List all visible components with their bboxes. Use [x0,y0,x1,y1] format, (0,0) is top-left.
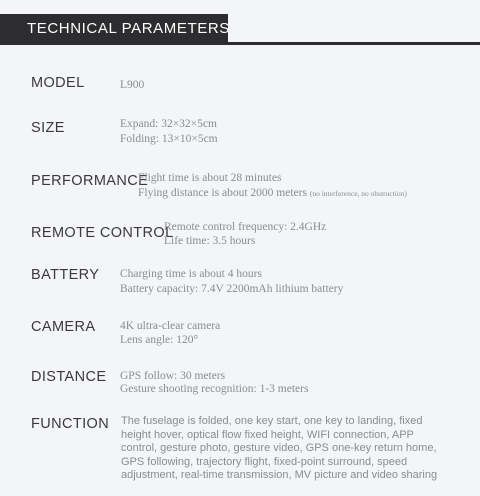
header-divider [0,42,480,45]
param-value-rc-life-time: Life time: 3.5 hours [164,235,256,247]
param-note-flying-distance: (no interference, no obstruction) [309,189,407,198]
param-label-battery: BATTERY [31,267,100,283]
param-value-model: L900 [120,79,145,91]
param-value-size-expand: Expand: 32×32×5cm [120,118,217,130]
param-value-gesture-recognition: Gesture shooting recognition: 1-3 meters [120,383,309,395]
param-label-size: SIZE [31,120,65,136]
param-value-battery-capacity: Battery capacity: 7.4V 2200mAh lithium battery [120,283,344,295]
param-value-flying-distance-row [138,185,407,202]
param-value-size-folding: Folding: 13×10×5cm [120,133,218,145]
param-value-lens-angle: Lens angle: 120° [120,334,199,346]
section-title: TECHNICAL PARAMETERS [27,20,230,37]
section-header [0,14,480,44]
param-label-model: MODEL [31,75,85,91]
param-value-flying-distance: Flying distance is about 2000 meters [138,187,307,199]
param-label-performance: PERFORMANCE [31,173,149,189]
param-value-charging-time: Charging time is about 4 hours [120,268,262,280]
param-value-camera-resolution: 4K ultra-clear camera [120,320,221,332]
param-value-function: The fuselage is folded, one key start, one key to landing, fixed height hover, optical flow fixed height, WIFI connection, APP control, gesture photo, gesture video, GPS one-key return home, GPS following, trajectory flight, fixed-point surround, speed adjustment, real-time transmission, MV picture and video sharing [121,415,438,481]
param-label-distance: DISTANCE [31,369,107,385]
param-label-remote-control: REMOTE CONTROL [31,225,174,241]
param-value-gps-follow: GPS follow: 30 meters [120,370,226,382]
param-value-flight-time: Flight time is about 28 minutes [138,172,282,184]
param-label-function: FUNCTION [31,416,110,432]
param-value-rc-frequency: Remote control frequency: 2.4GHz [164,221,327,233]
param-label-camera: CAMERA [31,319,96,335]
